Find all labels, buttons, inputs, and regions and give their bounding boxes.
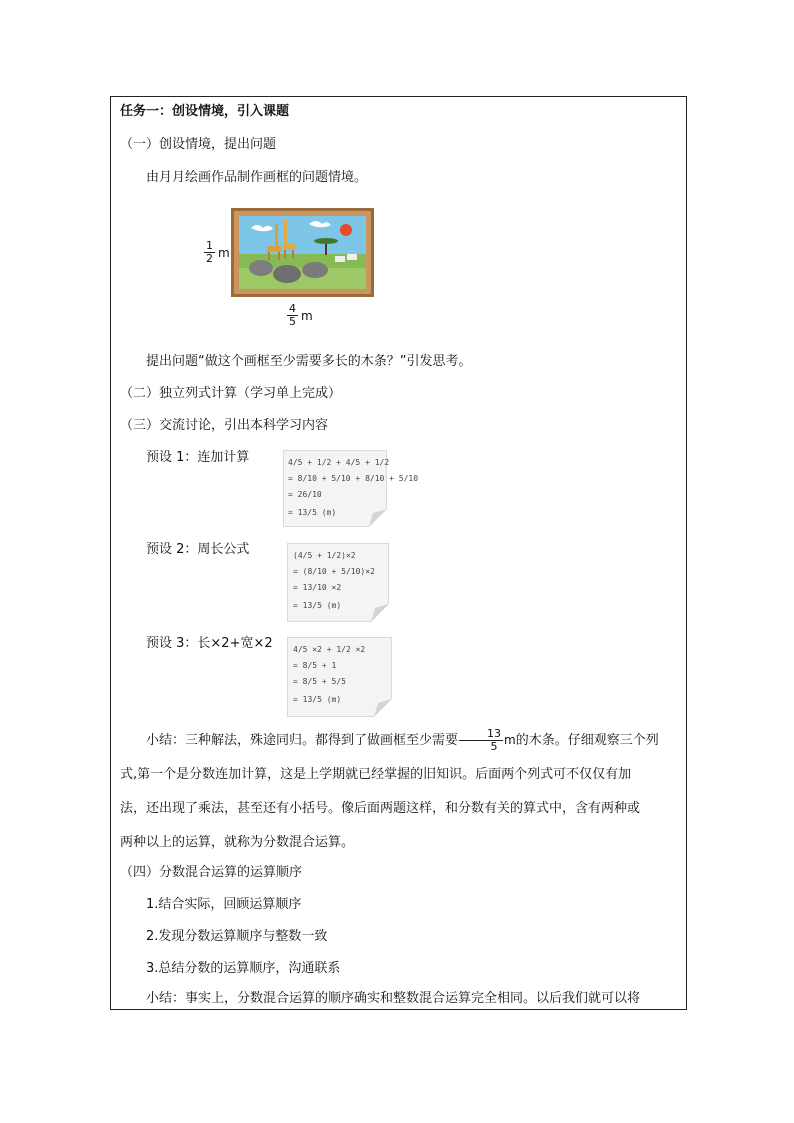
preset-1-label: 预设 1：连加计算 bbox=[146, 450, 250, 465]
section-1-intro: 由月月绘画作品制作画框的问题情境。 bbox=[146, 170, 368, 185]
section-4-item-2: 2.发现分数运算顺序与整数一致 bbox=[146, 929, 328, 944]
summary-line-4: 两种以上的运算，就称为分数混合运算。 bbox=[120, 835, 355, 850]
section-4-heading: （四）分数混合运算的运算顺序 bbox=[120, 865, 303, 880]
summary-numerator: 13 bbox=[459, 728, 503, 741]
framed-painting-illustration bbox=[231, 208, 374, 297]
preset-3-handwritten-work-image bbox=[287, 637, 392, 717]
svg-text:= 13/5 (m): = 13/5 (m) bbox=[293, 601, 342, 610]
width-denominator: 5 bbox=[289, 315, 296, 328]
height-numerator: 1 bbox=[206, 239, 213, 252]
svg-text:= 8/10 + 5/10 + 8/10 + 5/10: = 8/10 + 5/10 + 8/10 + 5/10 bbox=[288, 474, 419, 483]
summary-denominator: 5 bbox=[490, 740, 498, 753]
section-2-heading: （二）独立列式计算（学习单上完成） bbox=[120, 386, 342, 401]
section-4-item-1: 1.结合实际，回顾运算顺序 bbox=[146, 897, 302, 912]
frame-height-label bbox=[203, 240, 230, 265]
svg-text:4/5 + 1/2 + 4/5 + 1/2: 4/5 + 1/2 + 4/5 + 1/2 bbox=[288, 458, 390, 467]
width-numerator: 4 bbox=[289, 302, 296, 315]
svg-text:= 13/5 (m): = 13/5 (m) bbox=[288, 508, 337, 517]
summary-text-end: 的木条。仔细观察三个列 bbox=[515, 733, 659, 748]
svg-text:(4/5 + 1/2)×2: (4/5 + 1/2)×2 bbox=[293, 551, 356, 560]
preset-3-label: 预设 3：长×2+宽×2 bbox=[146, 636, 273, 651]
svg-text:= 8/5 + 1: = 8/5 + 1 bbox=[293, 661, 337, 670]
svg-text:= (8/10 + 5/10)×2: = (8/10 + 5/10)×2 bbox=[293, 567, 375, 576]
svg-text:= 13/10 ×2: = 13/10 ×2 bbox=[293, 583, 342, 592]
height-unit: m bbox=[218, 245, 230, 260]
height-fraction bbox=[204, 240, 215, 265]
preset-2-label: 预设 2：周长公式 bbox=[146, 542, 250, 557]
section-4-summary: 小结：事实上，分数混合运算的顺序确实和整数混合运算完全相同。以后我们就可以将 bbox=[146, 991, 641, 1006]
section-3-heading: （三）交流讨论，引出本科学习内容 bbox=[120, 418, 329, 433]
svg-text:= 8/5 + 5/5: = 8/5 + 5/5 bbox=[293, 677, 346, 686]
summary-unit: m bbox=[504, 733, 516, 747]
svg-text:= 26/10: = 26/10 bbox=[288, 490, 322, 499]
frame-width-label bbox=[286, 303, 313, 328]
svg-text:= 13/5 (m): = 13/5 (m) bbox=[293, 695, 342, 704]
section-4-item-3: 3.总结分数的运算顺序，沟通联系 bbox=[146, 961, 341, 976]
summary-text-start: 小结：三种解法，殊途同归。都得到了做画框至少需要 bbox=[146, 733, 459, 748]
section-1-heading: （一）创设情境，提出问题 bbox=[120, 137, 277, 152]
summary-line-2: 式,第一个是分数连加计算，这是上学期就已经掌握的旧知识。后面两个列式可不仅仅有加 bbox=[120, 767, 632, 782]
svg-text:4/5 ×2 + 1/2 ×2: 4/5 ×2 + 1/2 ×2 bbox=[293, 645, 366, 654]
section-3-summary bbox=[120, 723, 680, 860]
task-title: 任务一：创设情境，引入课题 bbox=[120, 104, 290, 119]
width-fraction bbox=[287, 303, 298, 328]
preset-1-handwritten-work-image bbox=[283, 450, 419, 527]
height-denominator: 2 bbox=[206, 252, 213, 265]
summary-fraction bbox=[459, 728, 503, 753]
summary-line-3: 法，还出现了乘法，甚至还有小括号。像后面两题这样，和分数有关的算式中，含有两种或 bbox=[120, 801, 641, 816]
width-unit: m bbox=[301, 308, 313, 323]
preset-2-handwritten-work-image bbox=[287, 543, 389, 622]
section-1-question: 提出问题“做这个画框至少需要多长的木条？”引发思考。 bbox=[146, 354, 472, 369]
summary-line-1 bbox=[120, 723, 680, 758]
